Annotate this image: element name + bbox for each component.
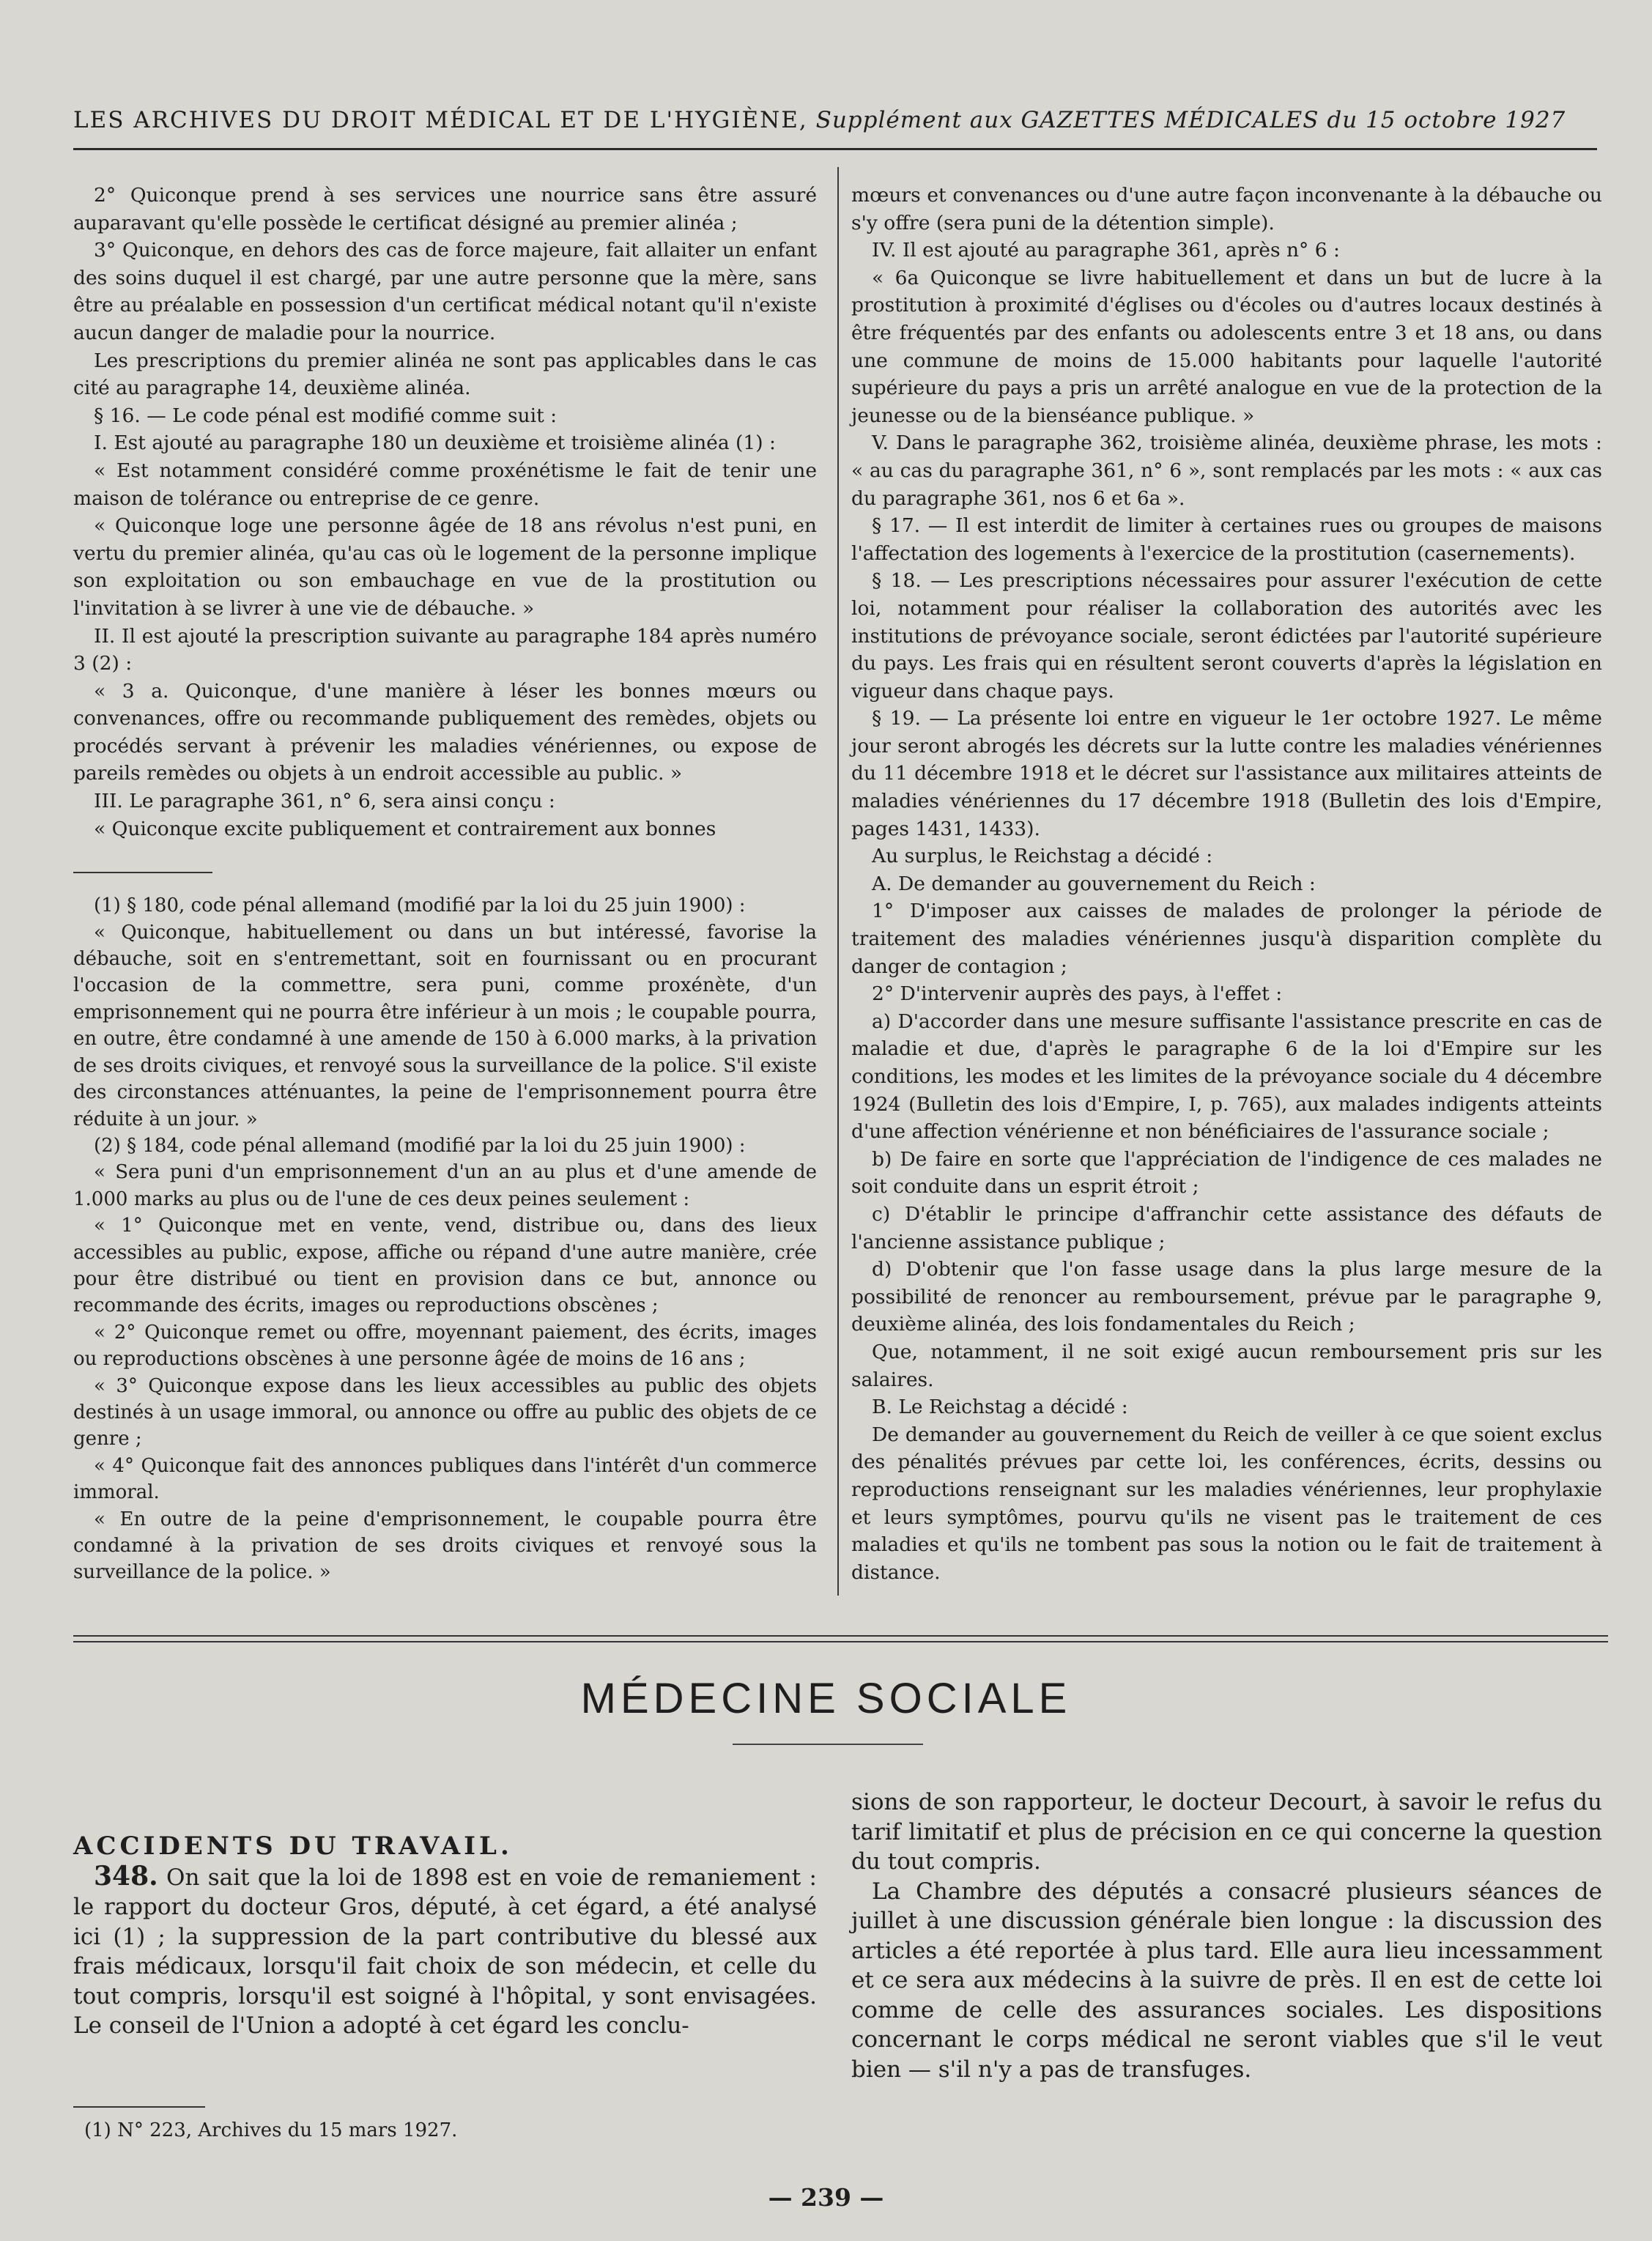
left-column-top (73, 182, 817, 1586)
paragraph: V. Dans le paragraphe 362, troisième alinéa, deuxième phrase, les mots : « au cas du paragraphe 361, n° 6 », sont remplacés par les mots : « aux cas du paragraphe 361, nos 6 et 6a ». (851, 431, 1602, 510)
paragraph: § 18. — Les prescriptions nécessaires pour assurer l'exécution de cette loi, notamment pour réaliser la collaboration des autorités avec les institutions de prévoyance sociale, seront édictées par l'autorité supérieure du pays. Les frais qui en résultent seront couverts d'après la législation en vigueur dans chaque pays. (851, 569, 1602, 703)
paragraph: a) D'accorder dans une mesure suffisante l'assistance prescrite en cas de maladie et due, d'après le paragraphe 6 de la loi d'Empire sur les conditions, les modes et les limites de la prévoyance sociale du 4 décembre 1924 (Bulletin des lois d'Empire, I, p. 765), aux malades indigents atteints d'une affection vénérienne et non bénéficiaires de l'assurance sociale ; (851, 1010, 1602, 1144)
paragraph: « 6a Quiconque se livre habituellement et dans un but de lucre à la prostitution à proximité d'églises ou d'écoles ou d'autres locaux destinés à être fréquentés par des enfants ou adolescents entre 3 et 18 ans, ou dans une commune de moins de 15.000 habitants pour laquelle l'autorité supérieure du pays a pris un arrêté analogue en vue de la protection de la jeunesse ou de la bienséance publique. » (851, 266, 1602, 427)
page-number: — 239 — (768, 2183, 884, 2212)
paragraph: § 16. — Le code pénal est modifié comme suit : (94, 404, 558, 427)
rubric-heading: ACCIDENTS DU TRAVAIL. (73, 1831, 513, 1861)
title-underline (733, 1744, 923, 1745)
section-title: MÉDECINE SOCIALE (580, 1675, 1072, 1722)
left-column-bottom (73, 1831, 817, 2041)
section-rule-lower (73, 1641, 1608, 1642)
note-paragraph: « 2° Quiconque remet ou offre, moyennant paiement, des écrits, images ou reproductions obscènes à une personne âgée de moins de 16 ans ; (73, 1321, 817, 1371)
paragraph: A. De demander au gouvernement du Reich : (872, 872, 1316, 895)
legal-notes (73, 892, 817, 1586)
paragraph: « Quiconque excite publiquement et contrairement aux bonnes (94, 817, 716, 840)
note-paragraph: « En outre de la peine d'emprisonnement, le coupable pourra être condamné à la privation de ses droits civiques et renvoyé sous la surveillance de la police. » (73, 1508, 817, 1584)
running-header (73, 107, 1597, 133)
paragraph: 3° Quiconque, en dehors des cas de force majeure, fait allaiter un enfant des soins duquel il est chargé, par une autre personne que la mère, sans être au préalable en possession d'un certificat médical notant qu'il n'existe aucun danger de maladie pour la nourrice. (73, 239, 817, 344)
footnote-rule (73, 872, 212, 873)
paragraph: B. Le Reichstag a décidé : (872, 1396, 1128, 1419)
paragraph: IV. Il est ajouté au paragraphe 361, après n° 6 : (872, 239, 1340, 262)
note-paragraph: « 1° Quiconque met en vente, vend, distribue ou, dans des lieux accessibles au public, expose, affiche ou répand d'une autre manière, crée pour être distribué ou tient en provision dans ce but, annonce ou recommande des écrits, images ou reproductions obscènes ; (73, 1215, 817, 1317)
paragraph: Que, notamment, il ne soit exigé aucun remboursement pris sur les salaires. (851, 1340, 1602, 1391)
article-text: On sait que la loi de 1898 est en voie de remaniement : le rapport du docteur Gros, député, à cet égard, a été analysé ici (1) ; la suppression de la part contributive du blessé aux frais médicaux, lorsqu'il fait choix de son médecin, et celle du tout compris, lorsqu'il est soigné à l'hôpital, y sont envisagées. Le conseil de l'Union a adopté à cet égard les conclu- (73, 1864, 818, 2039)
note-paragraph: (1) § 180, code pénal allemand (modifié par la loi du 25 juin 1900) : (94, 894, 746, 917)
paragraph: « 3 a. Quiconque, d'une manière à léser les bonnes mœurs ou convenances, offre ou recommande publiquement des remèdes, objets ou procédés servant à prévenir les maladies vénériennes, ou expose de pareils remèdes ou objets à un endroit accessible au public. » (73, 679, 817, 785)
paragraph: sions de son rapporteur, le docteur Decourt, à savoir le refus du tarif limitatif et plus de précision en ce qui concerne la question du tout compris. (851, 1789, 1602, 1875)
paragraph: « Est notamment considéré comme proxénétisme le fait de tenir une maison de tolérance ou entreprise de ce genre. (73, 459, 817, 510)
footnote: (1) N° 223, Archives du 15 mars 1927. (84, 2119, 458, 2141)
paragraph: II. Il est ajouté la prescription suivante au paragraphe 184 après numéro 3 (2) : (73, 624, 817, 675)
note-paragraph: « 3° Quiconque expose dans les lieux accessibles au public des objets destinés à un usage immoral, ou annonce ou offre au public des objets de ce genre ; (73, 1374, 817, 1451)
paragraph: De demander au gouvernement du Reich de veiller à ce que soient exclus des pénalités prévues par cette loi, les conférences, écrits, dessins ou reproductions renseignant sur les maladies vénériennes, leur prophylaxie et leurs symptômes, pourvu qu'ils ne visent pas le traitement de ces maladies et qu'ils ne tombent pas sous la notion ou le fait de traitement à distance. (851, 1423, 1602, 1584)
note-paragraph: « Sera puni d'un emprisonnement d'un an au plus et d'une amende de 1.000 marks au plus ou de l'une de ces deux peines seulement : (73, 1161, 817, 1210)
note-paragraph: (2) § 184, code pénal allemand (modifié par la loi du 25 juin 1900) : (94, 1134, 746, 1157)
article-paragraph (73, 1862, 817, 2041)
paragraph: Les prescriptions du premier alinéa ne sont pas applicables dans le cas cité au paragraphe 14, deuxième alinéa. (73, 349, 817, 400)
paragraph: d) D'obtenir que l'on fasse usage dans la plus large mesure de la possibilité de renoncer au remboursement, prévue par le paragraphe 9, deuxième alinéa, des lois fondamentales du Reich ; (851, 1258, 1602, 1336)
column-divider (837, 167, 839, 1596)
paragraph: La Chambre des députés a consacré plusieurs séances de juillet à une discussion générale bien longue : la discussion des articles a été reportée à plus tard. Elle aura lieu incessamment et ce sera aux médecins à la suivre de près. Il en est de cette loi comme de celle des assurances sociales. Les dispositions concernant le corps médical ne seront viables que s'il le veut bien — s'il n'y a pas de transfuges. (851, 1878, 1602, 2083)
paragraph: c) D'établir le principe d'affranchir cette assistance des défauts de l'ancienne assistance publique ; (851, 1202, 1602, 1253)
right-column-top (851, 182, 1602, 1586)
header-rule (73, 148, 1597, 150)
paragraph: 2° D'intervenir auprès des pays, à l'effet : (872, 982, 1283, 1006)
paragraph: 1° D'imposer aux caisses de malades de prolonger la période de traitement des maladies vénériennes jusqu'à disparition complète du danger de contagion ; (851, 900, 1602, 978)
supplement-line: Supplément aux GAZETTES MÉDICALES du 15 octobre 1927 (815, 107, 1566, 133)
paragraph: Au surplus, le Reichstag a décidé : (872, 845, 1213, 868)
right-column-bottom (851, 1788, 1602, 2084)
paragraph: b) De faire en sorte que l'appréciation de l'indigence de ces malades ne soit conduite dans un esprit étroit ; (851, 1147, 1602, 1199)
paragraph: § 19. — La présente loi entre en vigueur le 1er octobre 1927. Le même jour seront abrogés les décrets sur la lutte contre les maladies vénériennes du 11 décembre 1918 et le décret sur l'assistance aux militaires atteints de maladies vénériennes du 17 décembre 1918 (Bulletin des lois d'Empire, pages 1431, 1433). (851, 707, 1602, 840)
paragraph: I. Est ajouté au paragraphe 180 un deuxième et troisième alinéa (1) : (94, 431, 776, 455)
paragraph: III. Le paragraphe 361, n° 6, sera ainsi conçu : (94, 790, 555, 813)
paragraph: « Quiconque loge une personne âgée de 18 ans révolus n'est puni, en vertu du premier alinéa, qu'au cas où le logement de la personne implique son exploitation ou son embauchage en vue de la prostitution ou l'invitation à se livrer à une vie de débauche. » (73, 514, 817, 620)
paragraph: 2° Quiconque prend à ses services une nourrice sans être assuré auparavant qu'elle possède le certificat désigné au premier alinéa ; (73, 184, 817, 234)
paragraph: mœurs et convenances ou d'une autre façon inconvenante à la débauche ou s'y offre (sera puni de la détention simple). (851, 184, 1602, 234)
note-paragraph: « Quiconque, habituellement ou dans un but intéressé, favorise la débauche, soit en s'entremettant, soit en fournissant ou en procurant l'occasion de la commettre, sera puni, comme proxénète, d'un emprisonnement qui ne pourra être inférieur à un mois ; le coupable pourra, en outre, être condamné à une amende de 150 à 6.000 marks, à la privation de ses droits civiques, et renvoyé sous la surveillance de la police. S'il existe des circonstances atténuantes, la peine de l'emprisonnement pourra être réduite à un jour. » (73, 921, 817, 1130)
article-number: 348. (94, 1860, 158, 1892)
footnote-rule (73, 2106, 205, 2108)
section-rule-upper (73, 1635, 1608, 1637)
note-paragraph: « 4° Quiconque fait des annonces publiques dans l'intérêt d'un commerce immoral. (73, 1454, 817, 1504)
journal-title: LES ARCHIVES DU DROIT MÉDICAL ET DE L'HYGIÈNE, (73, 107, 808, 133)
paragraph: § 17. — Il est interdit de limiter à certaines rues ou groupes de maisons l'affectation des logements à l'exercice de la prostitution (casernements). (851, 514, 1602, 565)
